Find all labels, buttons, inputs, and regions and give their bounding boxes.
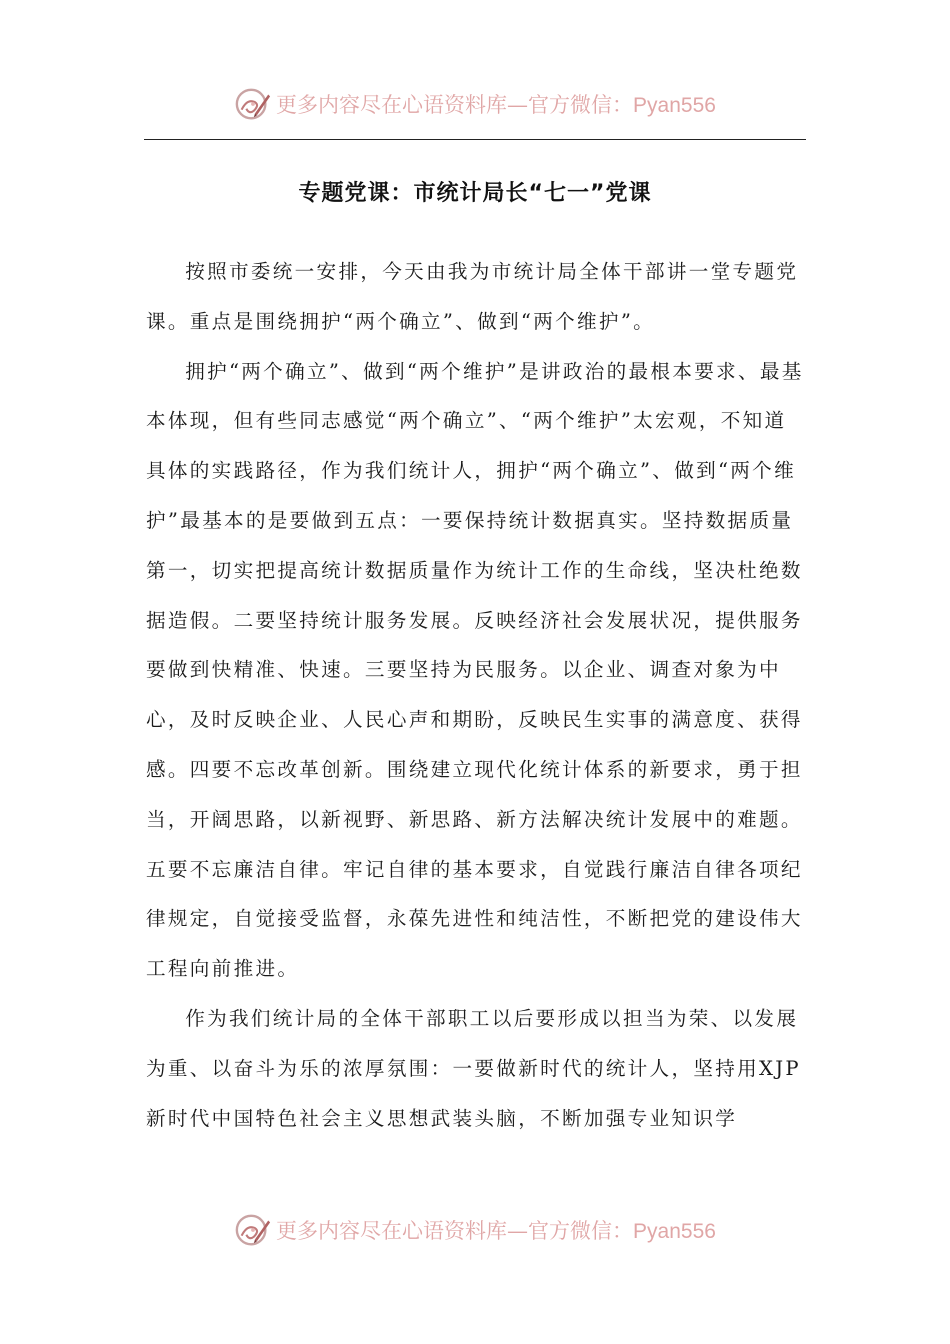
document-title: 专题党课：市统计局长“七一”党课 [298, 181, 652, 206]
paragraph-2: 拥护“两个确立”、做到“两个维护”是讲政治的最根本要求、最基本体现，但有些同志感觉“两个确立”、“两个维护”太宏观，不知道具体的实践路径，作为我们统计人，拥护“两个确立”、做到“两个维护”最基本的是要做到五点：一要保持统计数据真实。坚持数据质量第一，切实把提高统计数据质量作为统计工作的生命线，坚决杜绝数据造假。二要坚持统计服务发展。反映经济社会发展状况，提供服务要做到快精准、快速。三要坚持为民服务。以企业、调查对象为中心，及时反映企业、人民心声和期盼，反映民生实事的满意度、获得感。四要不忘改革创新。围绕建立现代化统计体系的新要求，勇于担当，开阔思路，以新视野、新思路、新方法解决统计发展中的难题。五要不忘廉洁自律。牢记自律的基本要求，自觉践行廉洁自律各项纪律规定，自觉接受监督，永葆先进性和纯洁性，不断把党的建设伟大工程向前推进。 [146, 359, 804, 981]
header-banner [0, 82, 950, 126]
paragraph-1: 按照市委统一安排，今天由我为市统计局全体干部讲一堂专题党课。重点是围绕拥护“两个确立”、做到“两个维护”。 [146, 260, 799, 333]
wechat-id: Pyan556 [633, 94, 716, 117]
document-body [146, 247, 804, 1143]
banner-text: 更多内容尽在心语资料库—官方微信：Pyan556 [276, 93, 716, 117]
signature-pen-logo-icon [234, 85, 272, 123]
wechat-id: Pyan556 [633, 1220, 716, 1243]
footer-banner [0, 1208, 950, 1252]
header-divider [144, 139, 806, 140]
banner-text: 更多内容尽在心语资料库—官方微信：Pyan556 [276, 1219, 716, 1243]
signature-pen-logo-icon [234, 1211, 272, 1249]
paragraph-3: 作为我们统计局的全体干部职工以后要形成以担当为荣、以发展为重、以奋斗为乐的浓厚氛围：一要做新时代的统计人，坚持用XJP新时代中国特色社会主义思想武装头脑，不断加强专业知识学 [146, 1006, 801, 1130]
